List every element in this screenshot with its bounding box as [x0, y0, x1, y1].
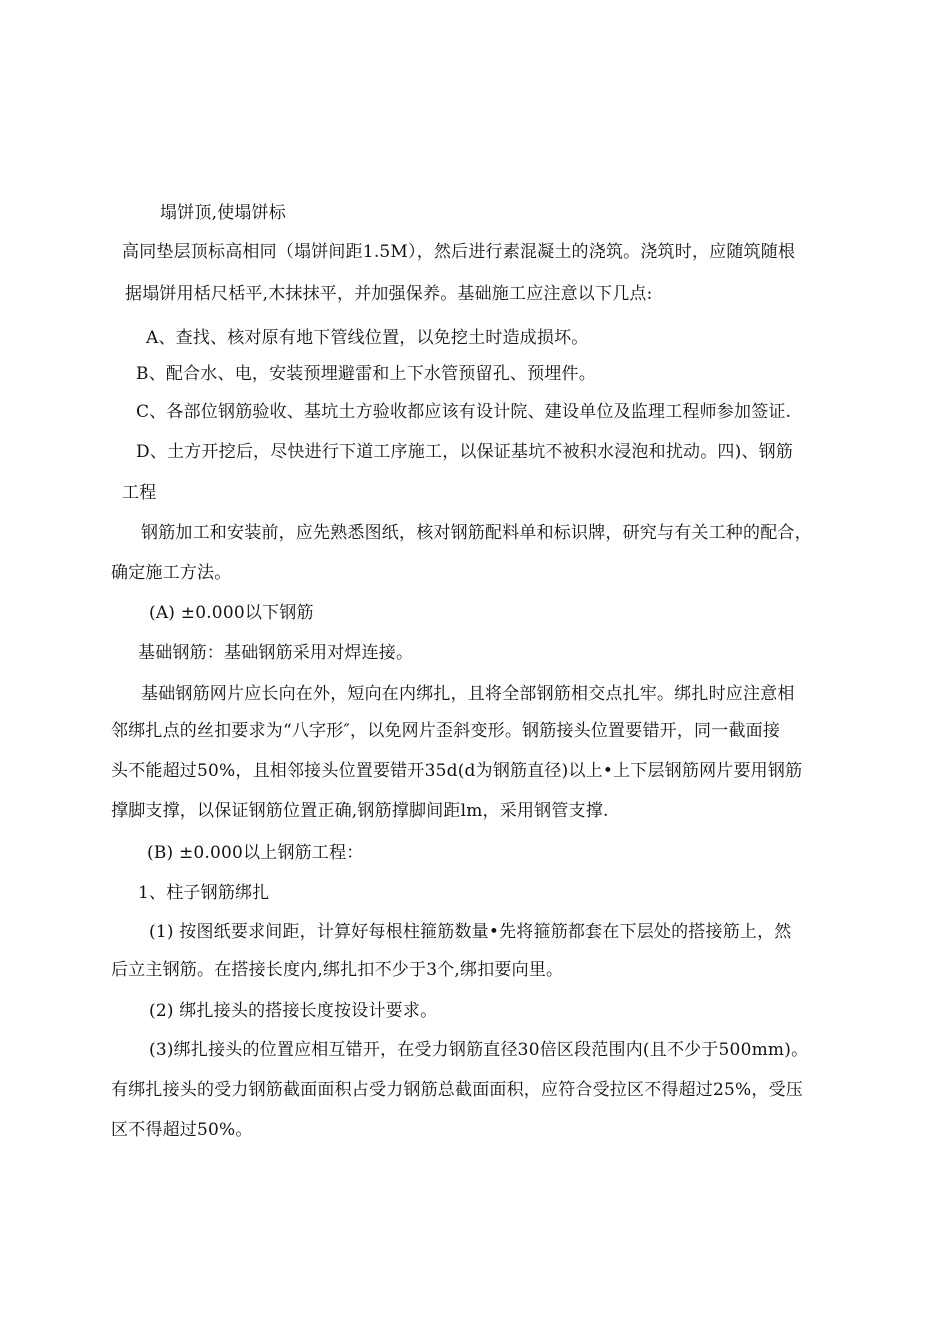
text-line-17: (B) ±0.000以上钢筋工程：	[147, 843, 364, 863]
text-line-20: 后立主钢筋。在搭接长度内,绑扎扣不少于3个,绑扣要向里。	[111, 960, 564, 980]
text-line-19: (1) 按图纸要求间距，计算好每根柱箍筋数量•先将箍筋都套在下层处的搭接筋上，然	[149, 922, 792, 942]
text-line-6: C、各部位钢筋验收、基坑土方验收都应该有设计院、建设单位及监理工程师参加签证.	[136, 402, 792, 422]
text-line-21: (2) 绑扎接头的搭接长度按设计要求。	[149, 1001, 438, 1021]
text-line-22: (3)绑扎接头的位置应相互错开，在受力钢筋直径30倍区段范围内(且不少于500mm)。	[149, 1040, 809, 1060]
text-line-5: B、配合水、电，安装预埋避雷和上下水管预留孔、预埋件。	[136, 364, 596, 384]
text-line-1: 塌饼顶,使塌饼标	[160, 203, 287, 223]
text-line-7: D、土方开挖后，尽快进行下道工序施工，以保证基坑不被积水浸泡和扰动。四)、钢筋	[136, 442, 794, 462]
text-line-14: 邻绑扎点的丝扣要求为“八字形″，以免网片歪斜变形。钢筋接头位置要错开，同一截面接	[111, 721, 781, 741]
text-line-11: (A) ±0.000以下钢筋	[149, 603, 314, 623]
text-line-16: 撑脚支撑，以保证钢筋位置正确,钢筋撑脚间距lm，采用钢管支撑.	[111, 801, 609, 821]
text-line-24: 区不得超过50%。	[111, 1120, 253, 1140]
text-line-3: 据塌饼用栝尺栝平,木抹抹平，并加强保养。基础施工应注意以下几点:	[125, 284, 653, 304]
text-line-8: 工程	[122, 483, 157, 503]
text-line-15: 头不能超过50%，且相邻接头位置要错开35d(d为钢筋直径)以上•上下层钢筋网片要用钢筋	[111, 761, 803, 781]
text-line-10: 确定施工方法。	[111, 563, 232, 583]
text-line-13: 基础钢筋网片应长向在外，短向在内绑扎，且将全部钢筋相交点扎牢。绑扎时应注意相	[141, 684, 795, 704]
text-line-23: 有绑扎接头的受力钢筋截面面积占受力钢筋总截面面积，应符合受拉区不得超过25%，受压	[111, 1080, 803, 1100]
text-line-9: 钢筋加工和安装前，应先熟悉图纸，核对钢筋配料单和标识牌，研究与有关工种的配合，	[141, 523, 812, 543]
text-line-2: 高同垫层顶标高相同（塌饼间距1.5M），然后进行素混凝土的浇筑。浇筑时，应随筑随根	[122, 242, 796, 262]
text-line-4: A、查找、核对原有地下管线位置，以免挖土时造成损坏。	[146, 328, 589, 348]
text-line-12: 基础钢筋：基础钢筋采用对焊连接。	[138, 643, 414, 663]
text-line-18: 1、柱子钢筋绑扎	[138, 883, 270, 903]
